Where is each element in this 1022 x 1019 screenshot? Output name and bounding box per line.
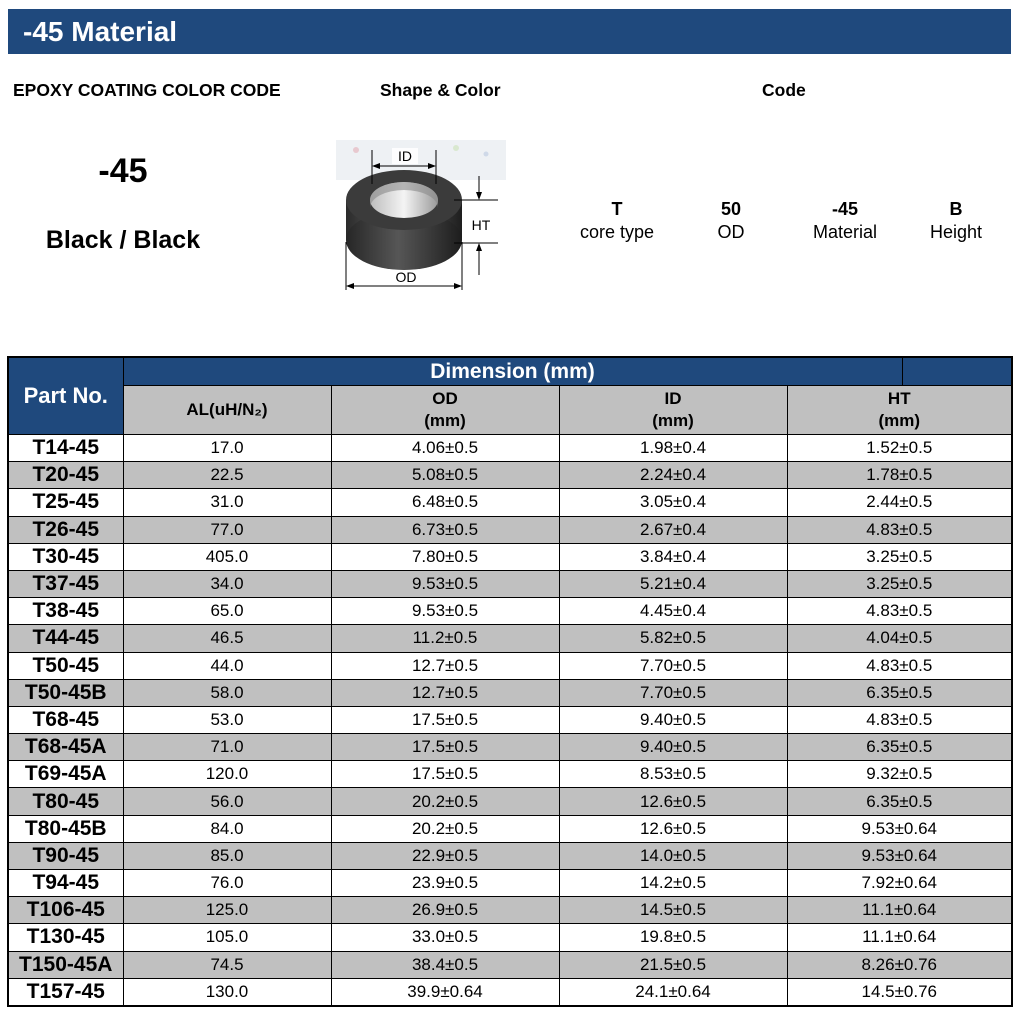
diagram-ht-label: HT bbox=[471, 217, 491, 233]
page-title: -45 Material bbox=[23, 16, 178, 47]
part-no-header: Part No. bbox=[8, 357, 123, 435]
part-no-cell: T80-45B bbox=[8, 815, 123, 842]
page-title-banner bbox=[8, 9, 1011, 54]
ht-cell: 6.35±0.5 bbox=[787, 734, 1012, 761]
od-cell: 23.9±0.5 bbox=[331, 870, 559, 897]
part-no-cell: T68-45 bbox=[8, 706, 123, 733]
od-cell: 17.5±0.5 bbox=[331, 761, 559, 788]
ht-cell: 4.83±0.5 bbox=[787, 598, 1012, 625]
table-row bbox=[8, 435, 1012, 462]
table-row bbox=[8, 462, 1012, 489]
table-row bbox=[8, 516, 1012, 543]
code-part-core-type: T core type bbox=[579, 199, 655, 242]
od-cell: 38.4±0.5 bbox=[331, 951, 559, 978]
table-row bbox=[8, 489, 1012, 516]
coating-color: Black / Black bbox=[45, 226, 201, 254]
table-row bbox=[8, 706, 1012, 733]
diagram-id-label: ID bbox=[398, 148, 412, 164]
ht-cell: 4.83±0.5 bbox=[787, 516, 1012, 543]
ht-cell: 3.25±0.5 bbox=[787, 570, 1012, 597]
al-cell: 125.0 bbox=[123, 897, 331, 924]
al-cell: 77.0 bbox=[123, 516, 331, 543]
id-cell: 12.6±0.5 bbox=[559, 788, 787, 815]
part-no-cell: T94-45 bbox=[8, 870, 123, 897]
al-cell: 17.0 bbox=[123, 435, 331, 462]
ht-column-header: HT (mm) bbox=[787, 386, 1012, 435]
table-row bbox=[8, 543, 1012, 570]
al-cell: 74.5 bbox=[123, 951, 331, 978]
id-cell: 14.2±0.5 bbox=[559, 870, 787, 897]
al-cell: 105.0 bbox=[123, 924, 331, 951]
ht-cell: 2.44±0.5 bbox=[787, 489, 1012, 516]
ht-cell: 3.25±0.5 bbox=[787, 543, 1012, 570]
id-cell: 21.5±0.5 bbox=[559, 951, 787, 978]
od-cell: 39.9±0.64 bbox=[331, 978, 559, 1006]
material-code: -45 bbox=[98, 152, 148, 190]
part-no-cell: T37-45 bbox=[8, 570, 123, 597]
al-cell: 71.0 bbox=[123, 734, 331, 761]
table-row bbox=[8, 652, 1012, 679]
table-row bbox=[8, 761, 1012, 788]
ht-cell: 7.92±0.64 bbox=[787, 870, 1012, 897]
table-row bbox=[8, 870, 1012, 897]
table-row bbox=[8, 625, 1012, 652]
part-no-cell: T20-45 bbox=[8, 462, 123, 489]
ht-cell: 9.32±0.5 bbox=[787, 761, 1012, 788]
shape-color-header: Shape & Color bbox=[380, 80, 501, 100]
al-cell: 85.0 bbox=[123, 842, 331, 869]
od-cell: 4.06±0.5 bbox=[331, 435, 559, 462]
table-row bbox=[8, 951, 1012, 978]
dimension-header-end bbox=[902, 357, 1012, 386]
al-cell: 56.0 bbox=[123, 788, 331, 815]
al-cell: 130.0 bbox=[123, 978, 331, 1006]
al-cell: 405.0 bbox=[123, 543, 331, 570]
id-cell: 14.5±0.5 bbox=[559, 897, 787, 924]
id-cell: 1.98±0.4 bbox=[559, 435, 787, 462]
code-part-material: -45 Material bbox=[812, 199, 878, 242]
table-row bbox=[8, 734, 1012, 761]
al-cell: 58.0 bbox=[123, 679, 331, 706]
al-cell: 53.0 bbox=[123, 706, 331, 733]
al-column-header: AL(uH/N₂) bbox=[123, 386, 331, 435]
table-row bbox=[8, 815, 1012, 842]
od-column-header: OD (mm) bbox=[331, 386, 559, 435]
part-no-cell: T25-45 bbox=[8, 489, 123, 516]
color-code-header: EPOXY COATING COLOR CODE bbox=[13, 80, 281, 100]
ht-cell: 14.5±0.76 bbox=[787, 978, 1012, 1006]
part-no-cell: T130-45 bbox=[8, 924, 123, 951]
part-no-cell: T90-45 bbox=[8, 842, 123, 869]
table-row bbox=[8, 978, 1012, 1006]
table-row bbox=[8, 924, 1012, 951]
id-cell: 3.84±0.4 bbox=[559, 543, 787, 570]
ht-cell: 9.53±0.64 bbox=[787, 815, 1012, 842]
od-cell: 17.5±0.5 bbox=[331, 706, 559, 733]
part-no-cell: T50-45B bbox=[8, 679, 123, 706]
id-cell: 4.45±0.4 bbox=[559, 598, 787, 625]
table-row bbox=[8, 842, 1012, 869]
toroid-core-diagram bbox=[336, 140, 506, 295]
table-row bbox=[8, 679, 1012, 706]
part-no-cell: T157-45 bbox=[8, 978, 123, 1006]
ht-cell: 9.53±0.64 bbox=[787, 842, 1012, 869]
ht-cell: 1.78±0.5 bbox=[787, 462, 1012, 489]
part-no-cell: T30-45 bbox=[8, 543, 123, 570]
al-cell: 22.5 bbox=[123, 462, 331, 489]
od-cell: 12.7±0.5 bbox=[331, 679, 559, 706]
id-cell: 12.6±0.5 bbox=[559, 815, 787, 842]
od-cell: 7.80±0.5 bbox=[331, 543, 559, 570]
ht-cell: 4.04±0.5 bbox=[787, 625, 1012, 652]
code-part-od: 50 OD bbox=[717, 199, 745, 242]
od-cell: 6.48±0.5 bbox=[331, 489, 559, 516]
part-no-cell: T80-45 bbox=[8, 788, 123, 815]
ht-cell: 6.35±0.5 bbox=[787, 788, 1012, 815]
part-no-cell: T14-45 bbox=[8, 435, 123, 462]
ht-cell: 4.83±0.5 bbox=[787, 652, 1012, 679]
table-row bbox=[8, 897, 1012, 924]
id-cell: 7.70±0.5 bbox=[559, 679, 787, 706]
ht-cell: 11.1±0.64 bbox=[787, 897, 1012, 924]
id-cell: 7.70±0.5 bbox=[559, 652, 787, 679]
id-cell: 3.05±0.4 bbox=[559, 489, 787, 516]
dimension-header: Dimension (mm) bbox=[123, 357, 902, 386]
table-row bbox=[8, 788, 1012, 815]
al-cell: 44.0 bbox=[123, 652, 331, 679]
part-no-cell: T38-45 bbox=[8, 598, 123, 625]
table-row bbox=[8, 598, 1012, 625]
ht-cell: 6.35±0.5 bbox=[787, 679, 1012, 706]
al-cell: 120.0 bbox=[123, 761, 331, 788]
od-cell: 6.73±0.5 bbox=[331, 516, 559, 543]
part-dimension-table bbox=[7, 356, 1013, 1007]
od-cell: 20.2±0.5 bbox=[331, 815, 559, 842]
id-cell: 9.40±0.5 bbox=[559, 734, 787, 761]
code-header: Code bbox=[762, 80, 806, 100]
diagram-od-label: OD bbox=[395, 269, 417, 285]
al-cell: 65.0 bbox=[123, 598, 331, 625]
id-cell: 9.40±0.5 bbox=[559, 706, 787, 733]
part-no-cell: T68-45A bbox=[8, 734, 123, 761]
od-cell: 12.7±0.5 bbox=[331, 652, 559, 679]
od-cell: 20.2±0.5 bbox=[331, 788, 559, 815]
ht-cell: 11.1±0.64 bbox=[787, 924, 1012, 951]
part-no-cell: T69-45A bbox=[8, 761, 123, 788]
part-no-cell: T26-45 bbox=[8, 516, 123, 543]
ht-cell: 1.52±0.5 bbox=[787, 435, 1012, 462]
id-cell: 14.0±0.5 bbox=[559, 842, 787, 869]
od-cell: 22.9±0.5 bbox=[331, 842, 559, 869]
id-cell: 2.24±0.4 bbox=[559, 462, 787, 489]
od-cell: 33.0±0.5 bbox=[331, 924, 559, 951]
al-cell: 46.5 bbox=[123, 625, 331, 652]
id-cell: 2.67±0.4 bbox=[559, 516, 787, 543]
od-cell: 26.9±0.5 bbox=[331, 897, 559, 924]
al-cell: 34.0 bbox=[123, 570, 331, 597]
od-cell: 17.5±0.5 bbox=[331, 734, 559, 761]
id-cell: 5.21±0.4 bbox=[559, 570, 787, 597]
od-cell: 9.53±0.5 bbox=[331, 598, 559, 625]
ht-cell: 4.83±0.5 bbox=[787, 706, 1012, 733]
id-column-header: ID (mm) bbox=[559, 386, 787, 435]
ht-cell: 8.26±0.76 bbox=[787, 951, 1012, 978]
id-cell: 5.82±0.5 bbox=[559, 625, 787, 652]
od-cell: 9.53±0.5 bbox=[331, 570, 559, 597]
part-no-cell: T50-45 bbox=[8, 652, 123, 679]
id-cell: 19.8±0.5 bbox=[559, 924, 787, 951]
table-row bbox=[8, 570, 1012, 597]
id-cell: 24.1±0.64 bbox=[559, 978, 787, 1006]
od-cell: 11.2±0.5 bbox=[331, 625, 559, 652]
al-cell: 76.0 bbox=[123, 870, 331, 897]
code-part-height: B Height bbox=[929, 199, 983, 242]
od-cell: 5.08±0.5 bbox=[331, 462, 559, 489]
al-cell: 84.0 bbox=[123, 815, 331, 842]
id-cell: 8.53±0.5 bbox=[559, 761, 787, 788]
part-no-cell: T106-45 bbox=[8, 897, 123, 924]
part-no-cell: T150-45A bbox=[8, 951, 123, 978]
al-cell: 31.0 bbox=[123, 489, 331, 516]
part-no-cell: T44-45 bbox=[8, 625, 123, 652]
